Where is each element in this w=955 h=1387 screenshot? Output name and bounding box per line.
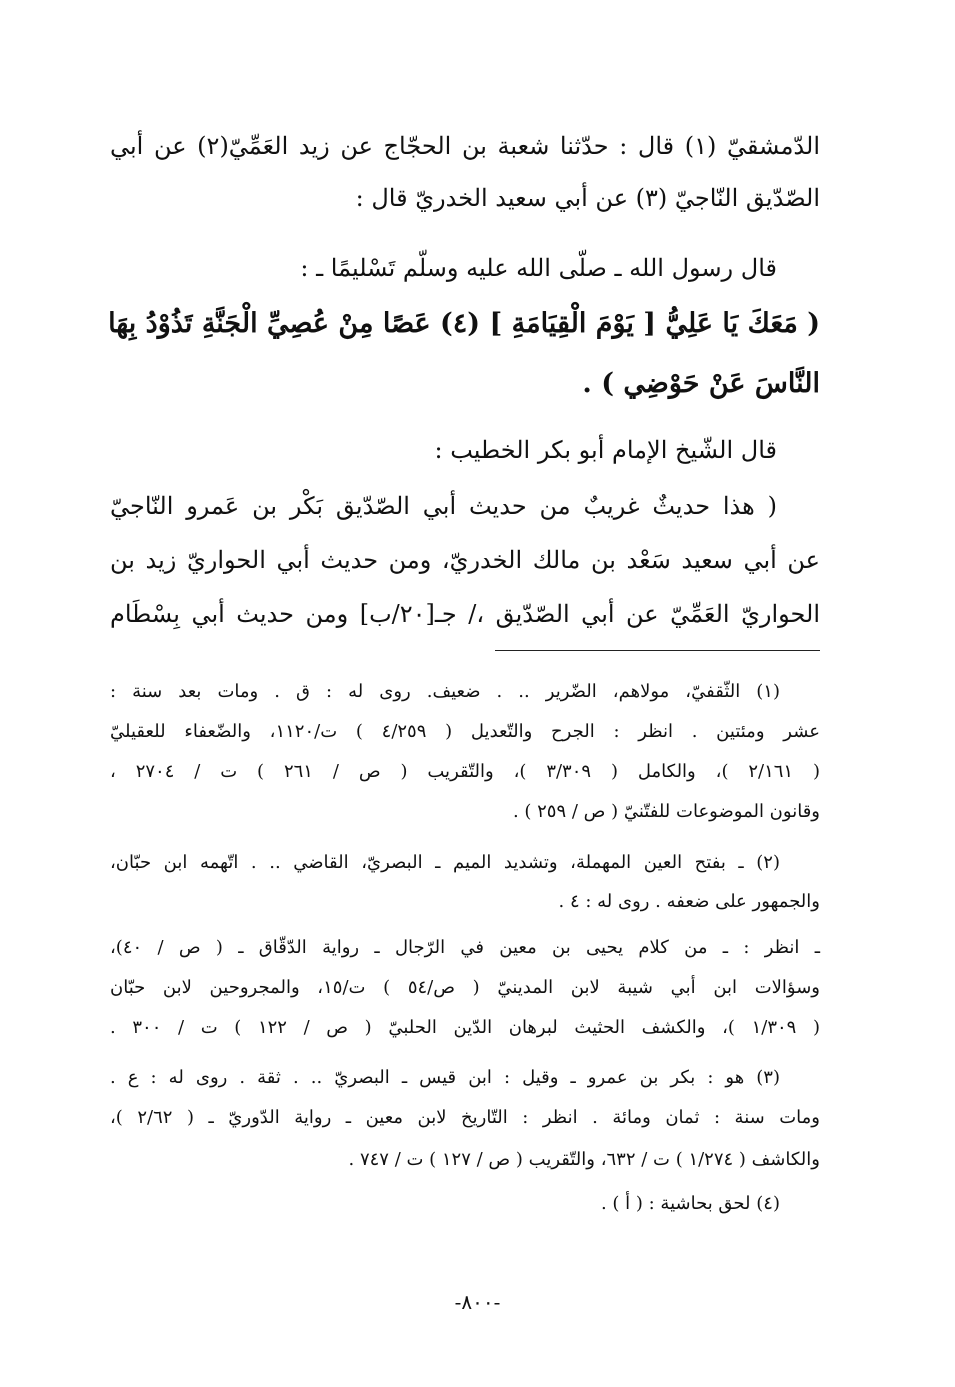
footnote-line: عشر ومئتين . انظر : الجرح والتّعديل ( ٤/٢٥٩ ) ت/١١٢٠، والضّعفاء للعقيليّ xyxy=(110,721,820,742)
body-line: ( هذا حديثٌ غريبٌ من حديث أبي الصّدّيق بَكْر بن عَمرو النّاجيّ xyxy=(110,492,777,520)
body-line: قال الشّيخ الإمام أبو بكر الخطيب : xyxy=(434,436,777,464)
footnote-line: ومات سنة : ثمان ومائة . انظر : التّاريخ لابن معين ـ رواية الدّوريّ ـ ( ٢/٦٢ )، xyxy=(110,1107,820,1128)
footnote-separator xyxy=(495,650,820,651)
footnote-line: (٣) هو : بكر بن عمرو ـ وقيل : ابن قيس ـ البصريّ .. . ثقة . روى له : ع . xyxy=(110,1067,780,1088)
footnote-line: (٢) ـ بفتح العين المهملة، وتشديد الميم ـ البصريّ، القاضي .. . اتّهمه ابن حبّان، xyxy=(110,852,780,873)
footnote-line: (٤) لحق بحاشية : ( أ ) . xyxy=(600,1193,780,1214)
footnote-line: ـ انظر : ـ من كلام يحيى بن معين في الرّجال ـ رواية الدّقّاق ـ ( ص / ٤٠)، xyxy=(110,937,820,958)
body-line: الحواريّ العَمِّيّ عن أبي الصّدّيق ،/ جـ[٢٠/ب] ومن حديث أبي بِسْطَام xyxy=(110,600,820,628)
hadith-text-line: ( مَعَكَ يَا عَلِيُّ [ يَوْمَ الْقِيَامَةِ ] (٤) عَصًا مِنْ عُصِيِّ الْجَنَّةِ تَذُوْدُ بِهَا xyxy=(108,308,820,339)
hadith-text-line: النَّاسَ عَنْ حَوْضِي ) . xyxy=(582,368,820,399)
footnote-line: والكاشف ( ١/٢٧٤ ) ت / ٦٣٢، والتّقريب ( ص / ١٢٧ ) ت / ٧٤٧ . xyxy=(348,1149,820,1170)
footnote-line: والجمهور على ضعفه . روى له : ٤ . xyxy=(558,891,820,912)
footnote-line: ( ١/٣٠٩ )، والكشف الحثيث لبرهان الدّين الحلبيّ ( ص / ١٢٢ ) ت / ٣٠٠ . xyxy=(110,1017,820,1038)
body-line: الدّمشقيّ (١) قال : حدّثنا شعبة بن الحجّاج عن زيد العَمِّيّ(٢) عن أبي xyxy=(110,132,821,160)
footnote-line: ( ٢/١٦١ )، والكامل ( ٣/٣٠٩ )، والتّقريب ( ص / ٢٦١ ) ت / ٢٧٠٤ ، xyxy=(110,761,821,782)
footnote-line: وسؤالات ابن أبي شيبة لابن المدينيّ ( ص/٥٤ ) ت/١٥، والمجروحين لابن حبّان xyxy=(110,977,820,998)
page-number: -٨٠٠- xyxy=(454,1290,501,1314)
body-line: قال رسول الله ـ صلّى الله عليه وسلّم تَسْليمًا ـ : xyxy=(300,254,777,282)
footnote-line: (١) الثّقفيّ، مولاهم، الضّرير .. . ضعيف. روى له : ق . ومات بعد سنة : xyxy=(110,681,780,702)
footnote-line: وقانون الموضوعات للفتّنيّ ( ص / ٢٥٩ ) . xyxy=(512,801,820,822)
body-line: الصّدّيق النّاجيّ (٣) عن أبي سعيد الخدريّ قال : xyxy=(355,184,820,212)
body-line: عن أبي سعيد سَعْد بن مالك الخدريّ، ومن حديث أبي الحواريّ زيد بن xyxy=(110,546,820,574)
